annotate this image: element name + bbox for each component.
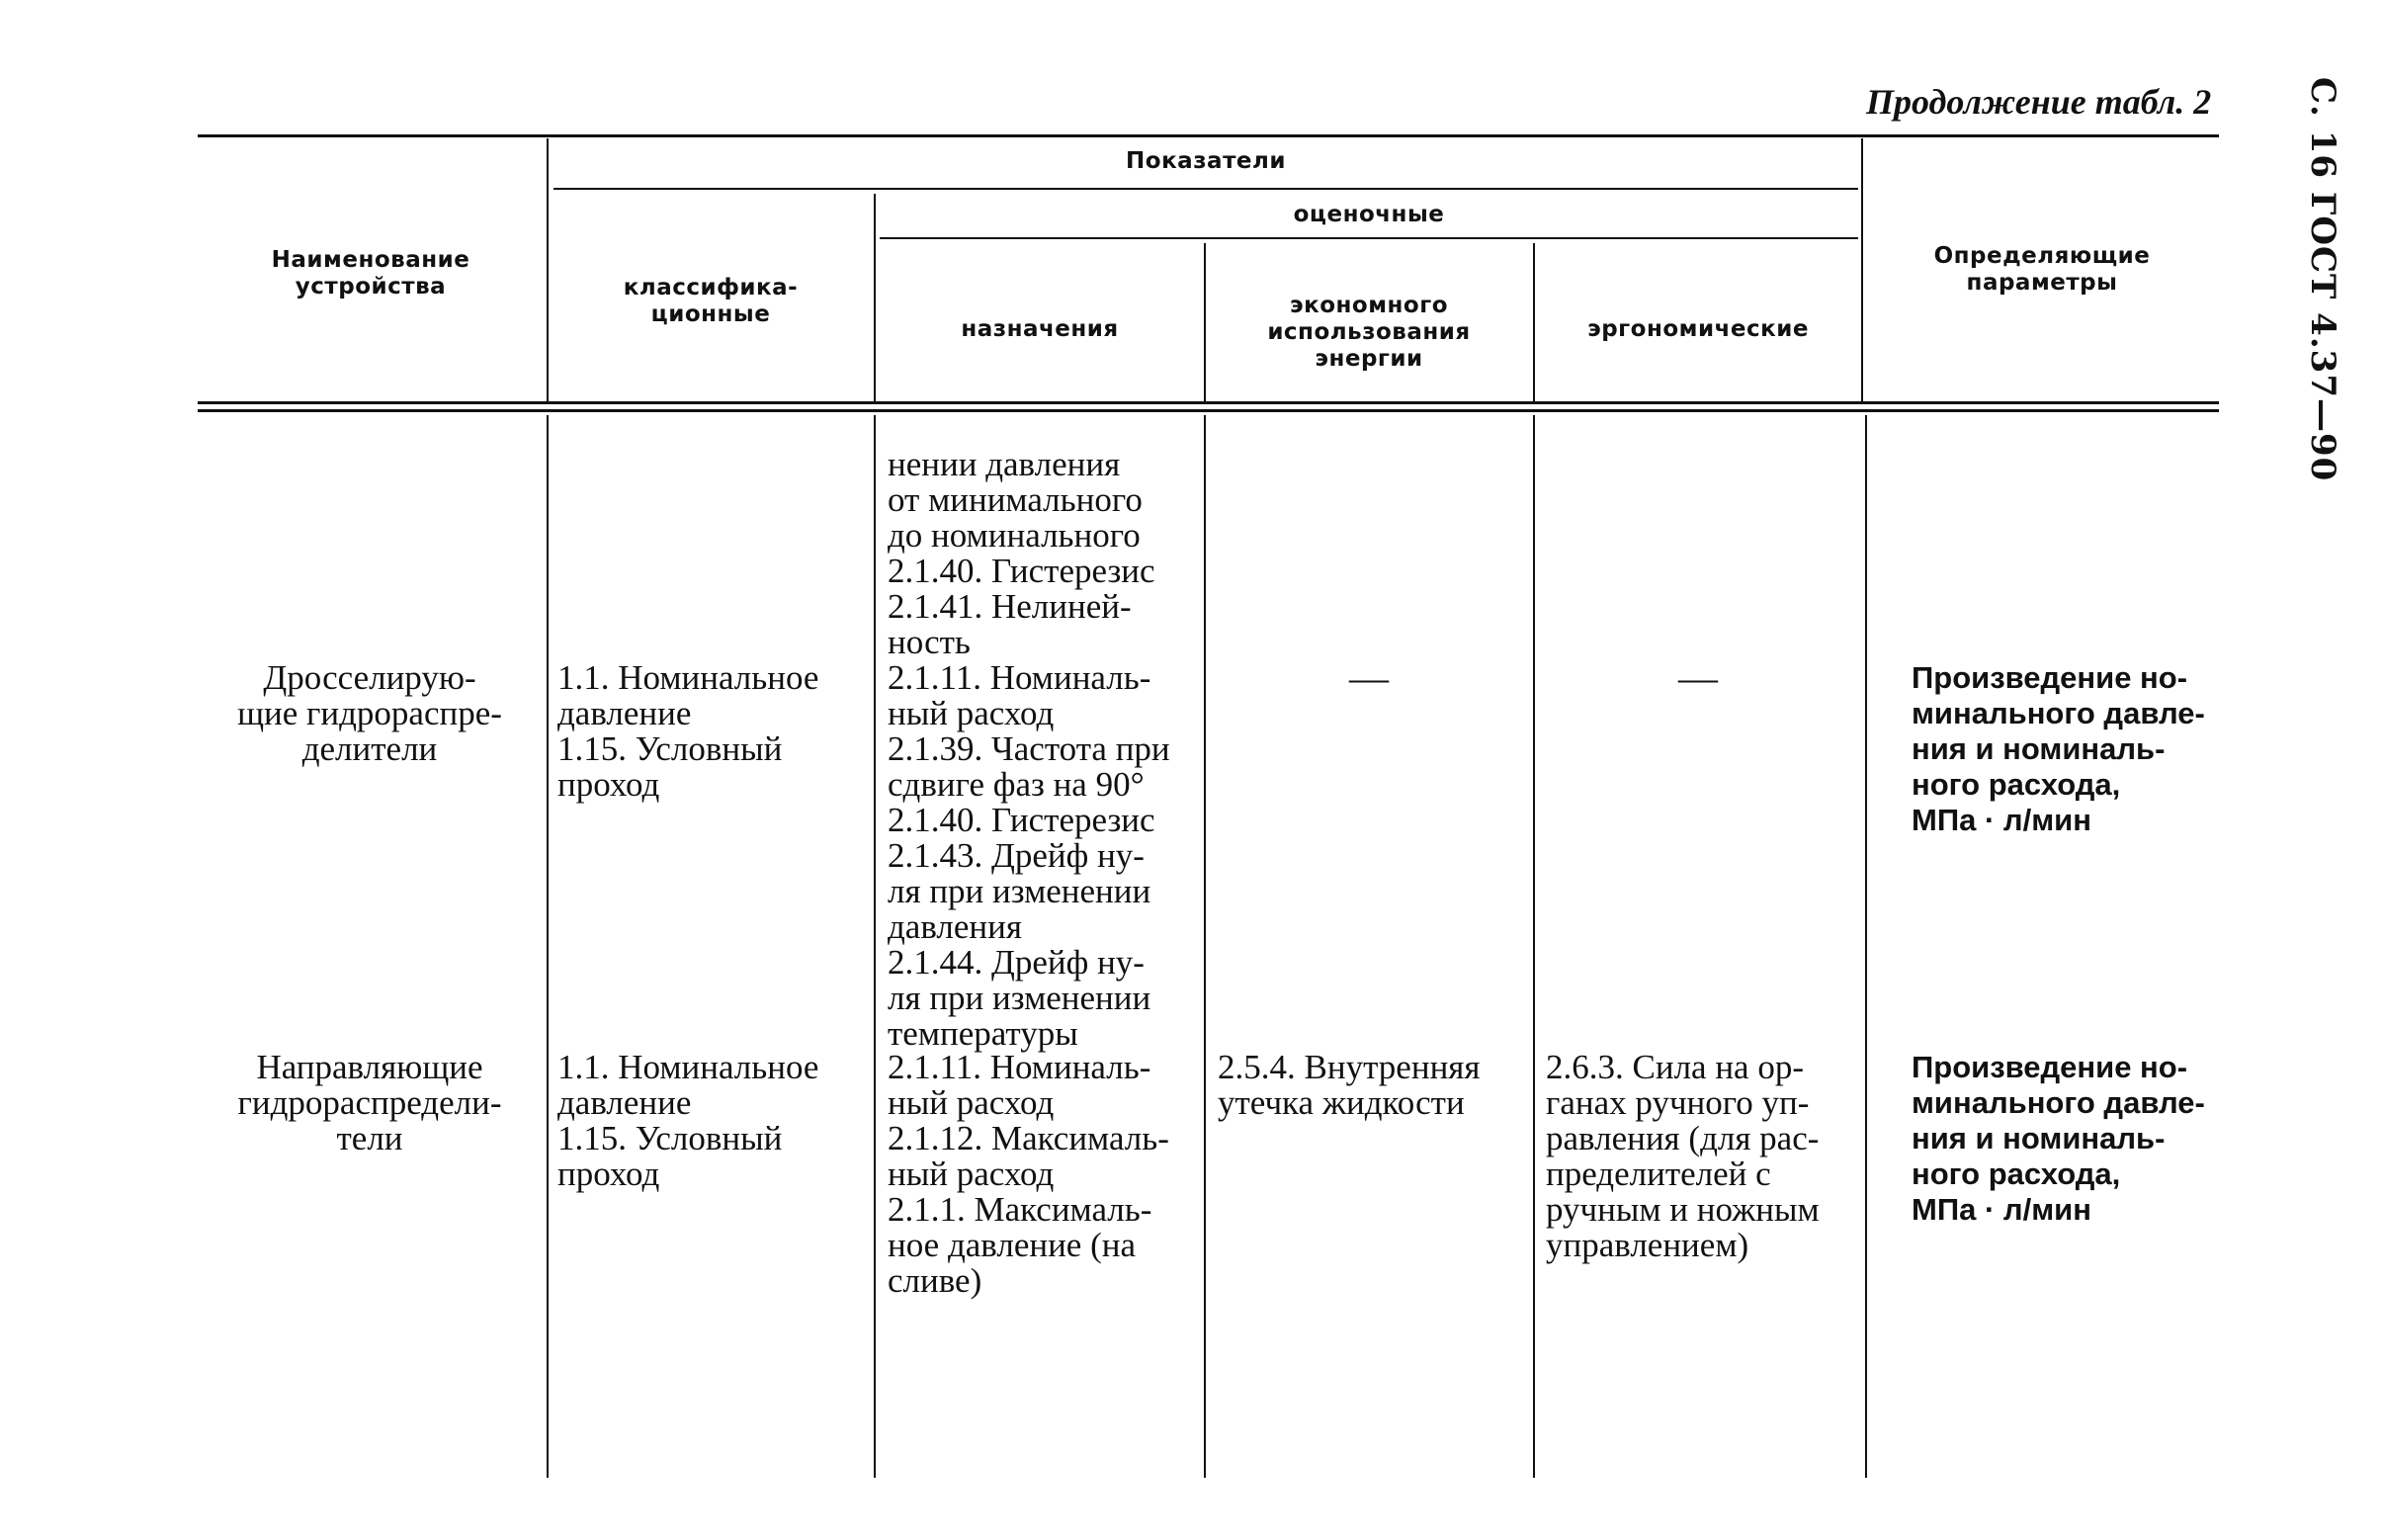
row1-ergonomic: — xyxy=(1678,655,1718,700)
header-ergonomic: эргономические xyxy=(1587,316,1809,342)
row2-energy-economy: 2.5.4. Внутренняя утечка жидкости xyxy=(1218,1048,1481,1122)
row2-classification: 1.1. Номинальное давление 1.15. Условный проход xyxy=(557,1048,819,1193)
header-bottom-rule-2 xyxy=(198,409,2219,412)
table-continuation-caption: Продолжение табл. 2 xyxy=(1866,82,2212,122)
evaluative-rule xyxy=(880,237,1858,239)
row2-defining-parameters: Произведение но- минального давле- ния и номиналь- ного расхода, МПа · л/мин xyxy=(1912,1050,2205,1227)
col-divider-3-header xyxy=(1204,243,1206,403)
header-device-name: Наименование устройства xyxy=(271,247,470,299)
row1-classification: 1.1. Номинальное давление 1.15. Условный проход xyxy=(557,658,819,804)
row1-defining-parameters: Произведение но- минального давле- ния и номиналь- ного расхода, МПа · л/мин xyxy=(1912,660,2205,837)
col-divider-4-body xyxy=(1533,415,1535,1478)
col-divider-2-body xyxy=(874,415,876,1478)
row1-device-name: Дросселирую- щие гидрораспре- делители xyxy=(237,658,502,768)
row1-energy-economy: — xyxy=(1349,655,1389,700)
table-top-rule xyxy=(198,134,2219,137)
row2-purpose: 2.1.11. Номиналь- ный расход 2.1.12. Максималь- ный расход 2.1.1. Максималь- ное давление (на сливе) xyxy=(888,1048,1169,1300)
indicators-rule xyxy=(553,188,1858,190)
col-divider-2-header xyxy=(874,194,876,403)
row2-ergonomic: 2.6.3. Сила на ор- ганах ручного уп- равления (для рас- пределителей с ручным и ножным управлением) xyxy=(1546,1048,1820,1264)
page-running-title: С. 16 ГОСТ 4.37—90 xyxy=(2303,77,2342,482)
header-defining-parameters: Определяющие параметры xyxy=(1933,243,2151,296)
header-evaluative: оценочные xyxy=(1293,202,1445,227)
col-divider-1-body xyxy=(547,415,549,1478)
col-divider-5-body xyxy=(1865,415,1867,1478)
row2-device-name: Направляющие гидрораспредели- тели xyxy=(237,1048,502,1157)
header-purpose: назначения xyxy=(961,316,1119,342)
col-divider-4-header xyxy=(1533,243,1535,403)
col-divider-3-body xyxy=(1204,415,1206,1478)
header-indicators: Показатели xyxy=(1126,148,1286,174)
row1-purpose: 2.1.11. Номиналь- ный расход 2.1.39. Частота при сдвиге фаз на 90° 2.1.40. Гистерезис 2.1.43. Дрейф ну- ля при изменении давления 2.1.44. Дрейф ну- ля при изменении температуры xyxy=(888,658,1170,1053)
purpose-continuation-text: нении давления от минимального до номинального 2.1.40. Гистерезис 2.1.41. Нелиней- ность xyxy=(888,445,1155,661)
col-divider-5-header xyxy=(1861,138,1863,403)
header-energy-economy: экономного использования энергии xyxy=(1267,293,1471,372)
header-classification: классифика- ционные xyxy=(623,275,799,327)
col-divider-1-header xyxy=(547,138,549,403)
header-bottom-rule-1 xyxy=(198,401,2219,404)
